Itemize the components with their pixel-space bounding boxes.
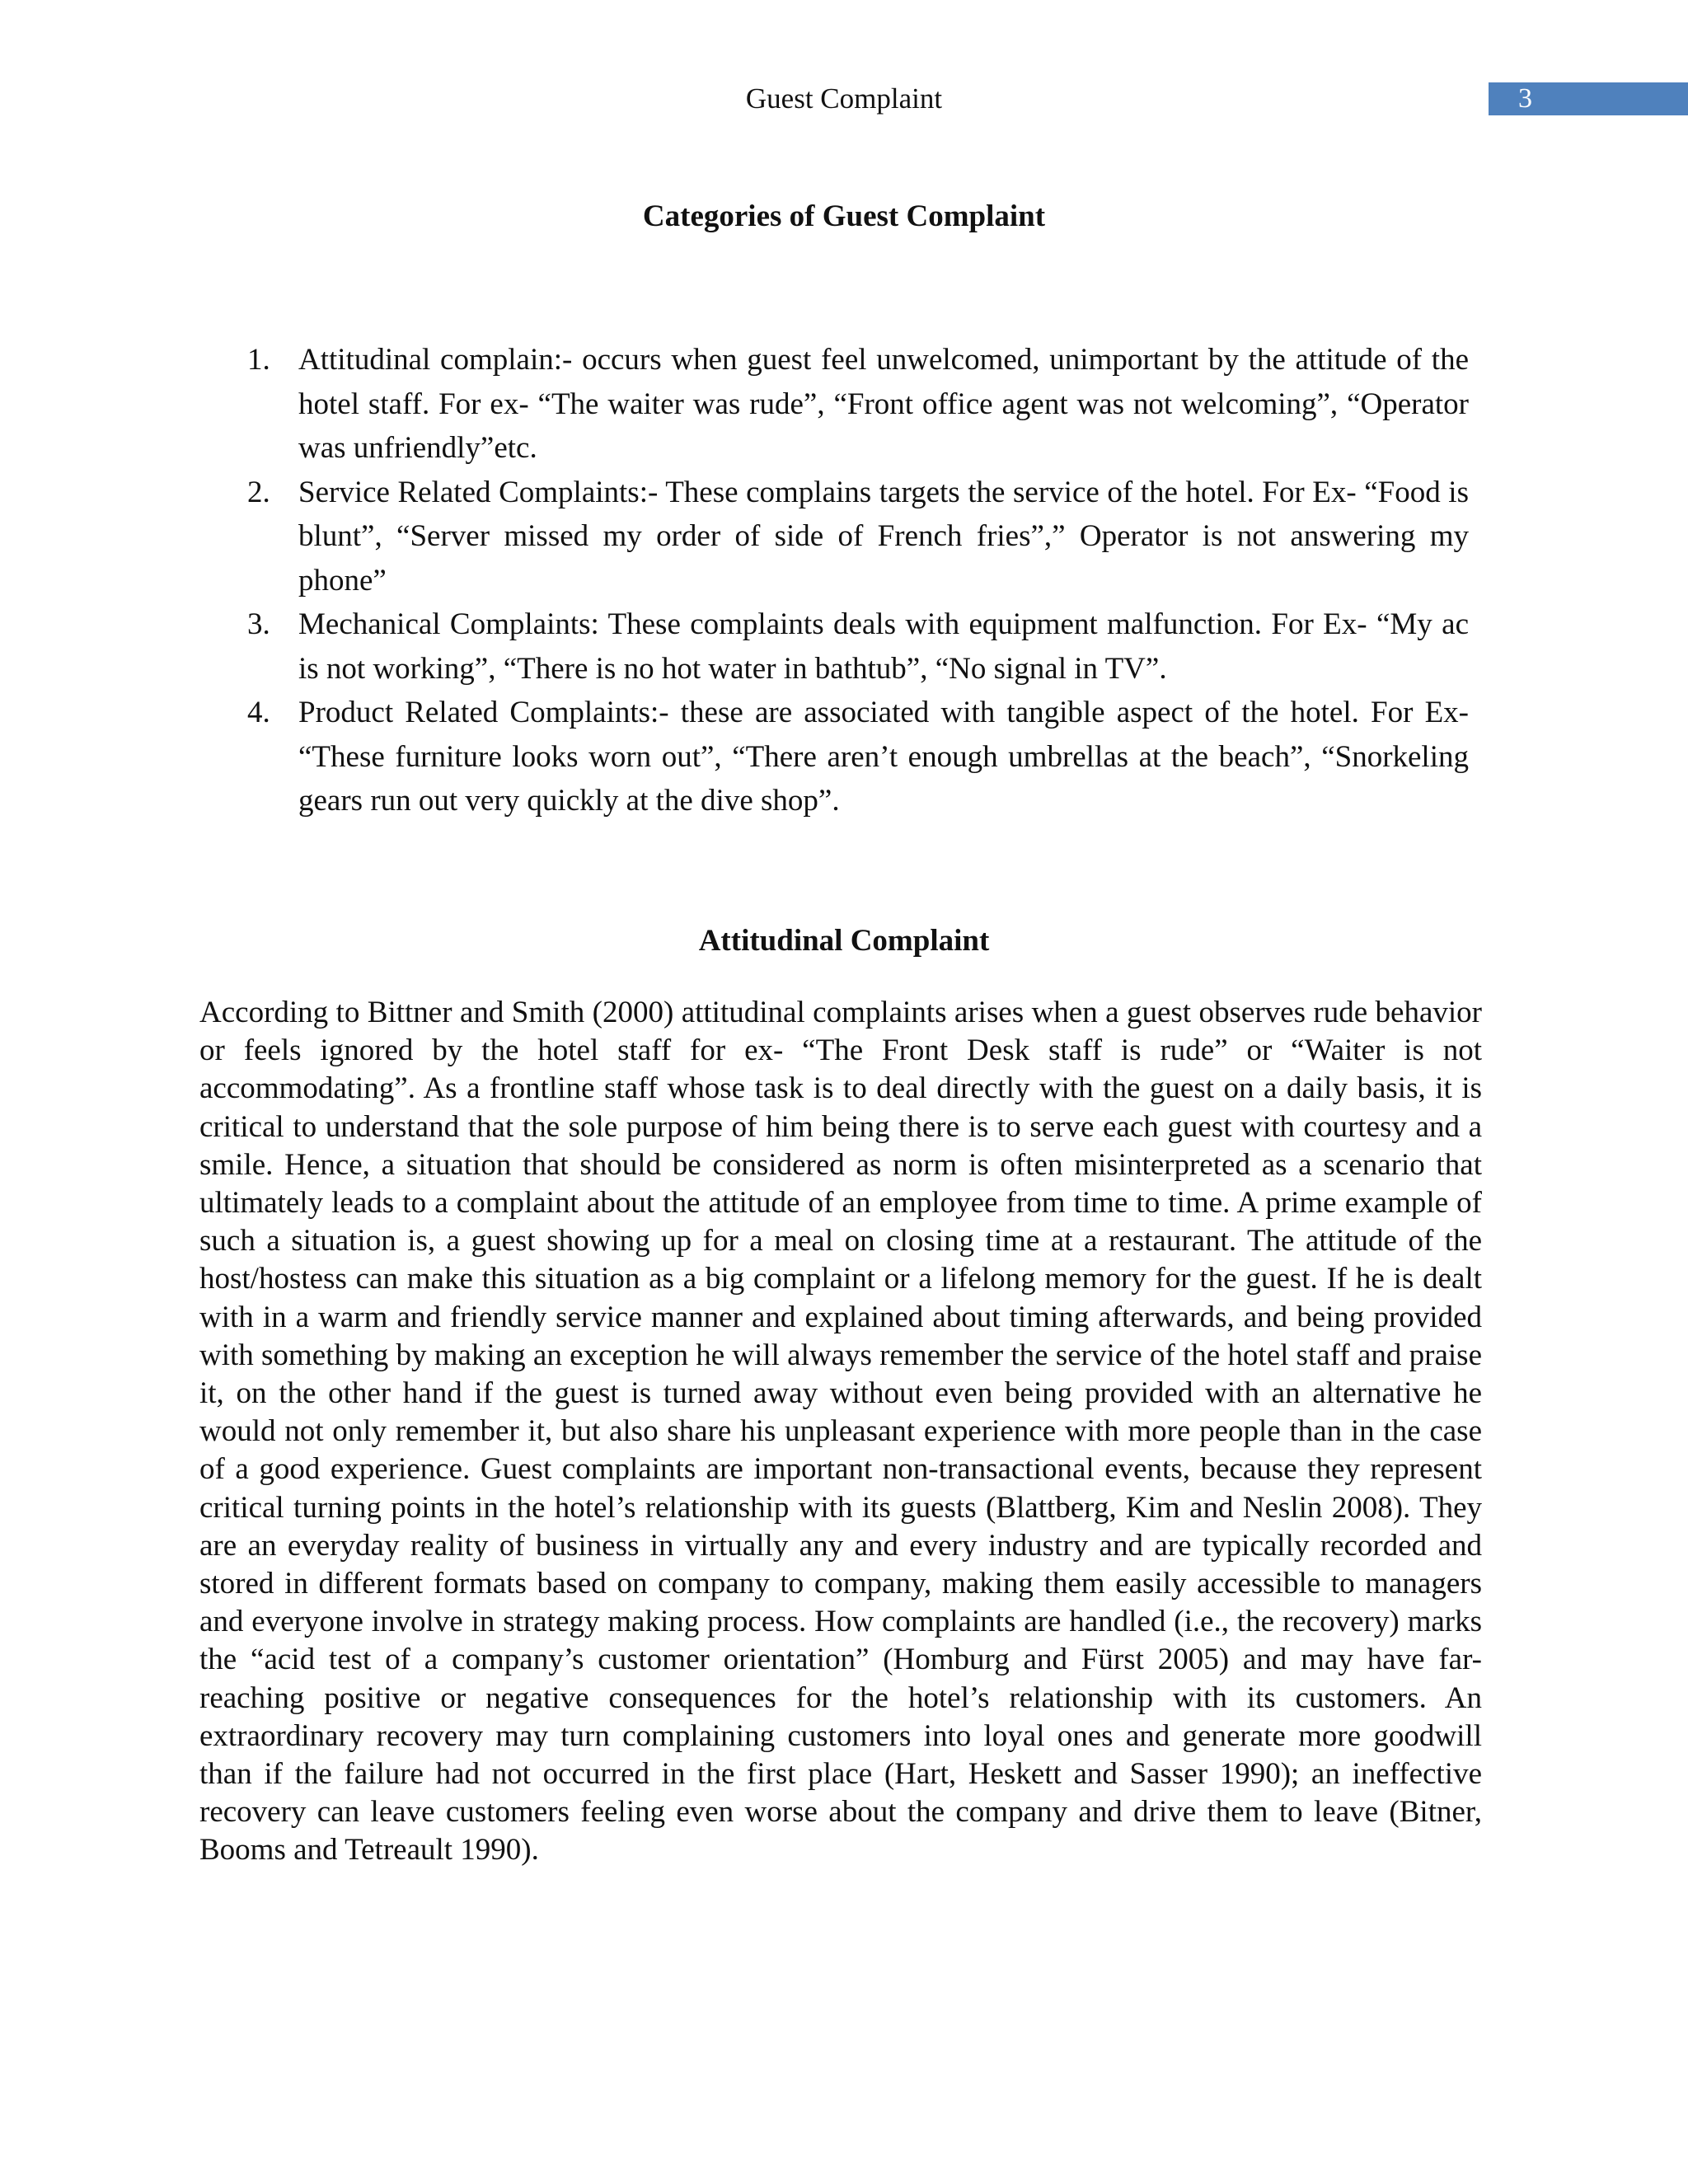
categories-heading: Categories of Guest Complaint bbox=[642, 199, 1046, 233]
list-item-number: 1. bbox=[247, 343, 270, 377]
list-item bbox=[247, 691, 1469, 823]
running-header-title: Guest Complaint bbox=[745, 82, 943, 115]
list-item bbox=[247, 471, 1469, 603]
attitudinal-paragraph: According to Bittner and Smith (2000) attitudinal complaints arises when a guest observes rude behavior or feels ignored by the hotel staff for ex- “The Front Desk staff is rude” or “Waiter is not accommodating”. As a frontline staff whose task is to deal directly with the guest on a daily basis, it is critical to understand that the sole purpose of him being there is to serve each guest with courtesy and a smile. Hence, a situation that should be considered as norm is often misinterpreted as a scenario that ultimately leads to a complaint about the attitude of an employee from time to time. A prime example of such a situation is, a guest showing up for a meal on closing time at a restaurant. The attitude of the host/hostess can make this situation as a big complaint or a lifelong memory for the guest. If he is dealt with in a warm and friendly service manner and explained about timing afterwards, and being provided with something by making an exception he will always remember the service of the hotel staff and praise it, on the other hand if the guest is turned away without even being provided with an alternative he would not only remember it, but also share his unpleasant experience with more people than in the case of a good experience. Guest complaints are important non-transactional events, because they represent critical turning points in the hotel’s relationship with its guests (Blattberg, Kim and Neslin 2008). They are an everyday reality of business in virtually any and every industry and are typically recorded and stored in different formats based on company to company, making them easily accessible to managers and everyone involve in strategy making process. How complaints are handled (i.e., the recovery) marks the “acid test of a company’s customer orientation” (Homburg and Fürst 2005) and may have far-reaching positive or negative consequences for the hotel’s relationship with its customers. An extraordinary recovery may turn complaining customers into loyal ones and generate more goodwill than if the failure had not occurred in the first place (Hart, Heskett and Sasser 1990); an ineffective recovery can leave customers feeling even worse about the company and drive them to leave (Bitner, Booms and Tetreault 1990). bbox=[199, 996, 1482, 1868]
list-item-number: 2. bbox=[247, 475, 270, 509]
list-item-number: 3. bbox=[247, 607, 270, 641]
page-number-badge bbox=[1489, 82, 1688, 115]
list-item bbox=[247, 602, 1469, 691]
list-item-text: Service Related Complaints:- These complains targets the service of the hotel. For Ex- “Food is blunt”, “Server missed my order of side of French fries”,” Operator is not answering my phone” bbox=[298, 475, 1469, 598]
list-item bbox=[247, 338, 1469, 471]
list-item-text: Mechanical Complaints: These complaints deals with equipment malfunction. For Ex- “My ac is not working”, “There is no hot water in bathtub”, “No signal in TV”. bbox=[298, 607, 1469, 686]
list-item-text: Attitudinal complain:- occurs when guest feel unwelcomed, unimportant by the attitude of the hotel staff. For ex- “The waiter was rude”, “Front office agent was not welcoming”, “Operator was unfriendly”etc. bbox=[298, 343, 1469, 465]
list-item-text: Product Related Complaints:- these are associated with tangible aspect of the hotel. For Ex- “These furniture looks worn out”, “There aren’t enough umbrellas at the beach”, “Snorkeling gears run out very quickly at the dive shop”. bbox=[298, 696, 1469, 818]
categories-list bbox=[247, 338, 1469, 823]
attitudinal-heading: Attitudinal Complaint bbox=[698, 924, 990, 958]
list-item-number: 4. bbox=[247, 696, 270, 729]
page-number: 3 bbox=[1518, 83, 1532, 114]
